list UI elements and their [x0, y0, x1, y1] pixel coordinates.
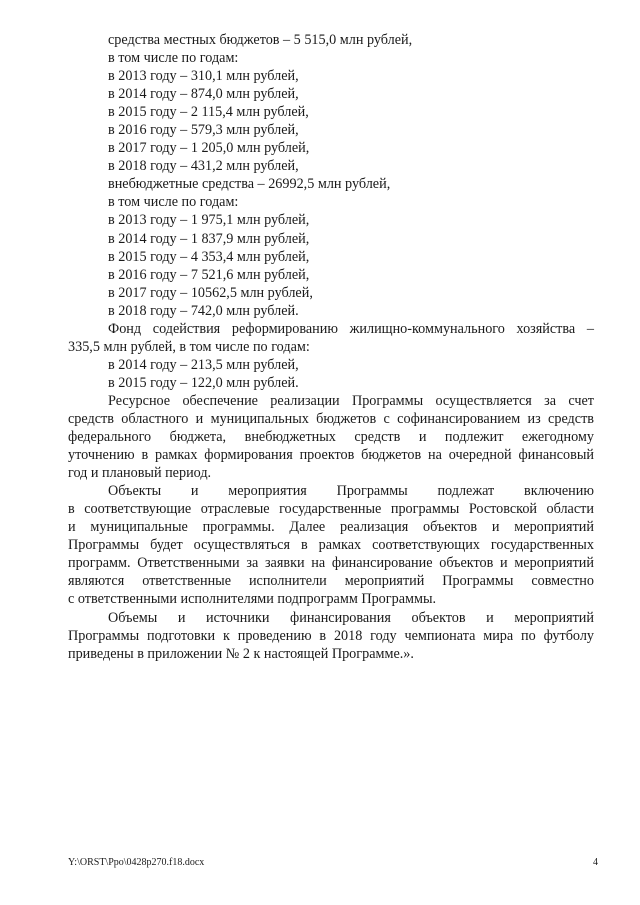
- text-line: в том числе по годам:: [108, 50, 239, 67]
- text-line: в 2014 году – 874,0 млн рублей,: [108, 86, 299, 103]
- document-body: [68, 31, 594, 663]
- text-line: в 2015 году – 122,0 млн рублей.: [108, 374, 299, 391]
- text-line-justified: программ. Ответственными за заявки на финансирование объектов и мероприятий: [68, 555, 594, 572]
- text-line: средства местных бюджетов – 5 515,0 млн рублей,: [108, 32, 413, 48]
- text-line-justified: Объемы и источники финансирования объектов и мероприятий: [108, 609, 594, 626]
- footer-file-path: Y:\ORST\Ppo\0428p270.f18.docx: [68, 857, 205, 868]
- text-line-justified: Ресурсное обеспечение реализации Программы осуществляется за счет: [108, 392, 594, 409]
- text-line-justified: являются ответственные исполнители мероприятий Программы совместно: [68, 573, 594, 590]
- page-number: 4: [593, 857, 598, 868]
- text-line-justified: федерального бюджета, внебюджетных средств и подлежит ежегодному: [68, 429, 594, 446]
- text-line-justified: в соответствующие отраслевые государственные программы Ростовской области: [68, 501, 594, 518]
- text-line: в 2014 году – 213,5 млн рублей,: [108, 356, 299, 373]
- text-line-justified: уточнению в рамках формирования проектов бюджетов на очередной финансовый: [68, 447, 594, 464]
- text-line: внебюджетные средства – 26992,5 млн рублей,: [108, 176, 391, 193]
- text-line-justified: средств областного и муниципальных бюджетов с софинансированием из средств: [68, 410, 594, 427]
- text-line: 335,5 млн рублей, в том числе по годам:: [68, 338, 310, 355]
- text-line: в 2015 году – 2 115,4 млн рублей,: [108, 104, 309, 121]
- text-line-justified: Программы будет осуществляться в рамках соответствующих государственных: [68, 537, 594, 554]
- text-line: в 2016 году – 579,3 млн рублей,: [108, 122, 299, 139]
- text-line: в 2013 году – 310,1 млн рублей,: [108, 68, 299, 85]
- text-line: приведены в приложении № 2 к настоящей Программе.».: [68, 645, 414, 662]
- text-line: в 2018 году – 742,0 млн рублей.: [108, 302, 299, 319]
- text-line: в 2013 году – 1 975,1 млн рублей,: [108, 212, 310, 229]
- text-line: в 2015 году – 4 353,4 млн рублей,: [108, 248, 310, 265]
- text-line-justified: Фонд содействия реформированию жилищно-коммунального хозяйства –: [108, 320, 594, 337]
- text-line: год и плановый период.: [68, 465, 212, 482]
- text-line: в 2016 году – 7 521,6 млн рублей,: [108, 266, 310, 283]
- text-line: в 2018 году – 431,2 млн рублей,: [108, 158, 299, 175]
- text-line: в 2017 году – 10562,5 млн рублей,: [108, 284, 313, 301]
- text-line-justified: Объекты и мероприятия Программы подлежат включению: [108, 483, 594, 500]
- text-line-justified: и муниципальные программы. Далее реализация объектов и мероприятий: [68, 519, 594, 536]
- text-line: в 2017 году – 1 205,0 млн рублей,: [108, 140, 310, 157]
- text-line: в 2014 году – 1 837,9 млн рублей,: [108, 230, 310, 247]
- text-line: с ответственными исполнителями подпрограмм Программы.: [68, 591, 437, 608]
- text-line-justified: Программы подготовки к проведению в 2018 году чемпионата мира по футболу: [68, 627, 594, 644]
- text-line: в том числе по годам:: [108, 194, 239, 211]
